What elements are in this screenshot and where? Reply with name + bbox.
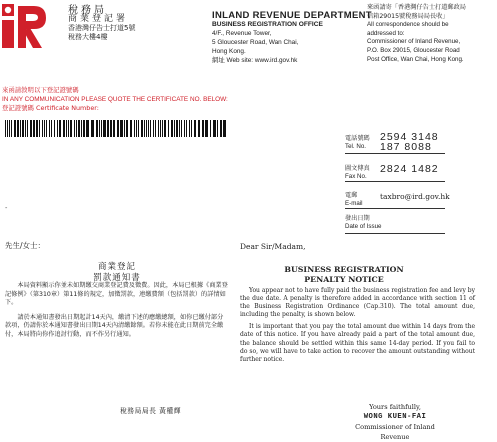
website-link[interactable]: 網址 Web site: www.ird.gov.hk (212, 57, 298, 64)
barcode-bar (120, 120, 123, 137)
barcode-bar (96, 120, 98, 137)
barcode-bar (179, 120, 180, 137)
barcode-bar (130, 120, 132, 137)
barcode-bar (220, 120, 222, 137)
barcode-bar (181, 120, 182, 137)
barcode-bar (59, 120, 61, 137)
barcode-bar (186, 120, 187, 137)
barcode-bar (136, 120, 137, 137)
barcode-bar (155, 120, 156, 137)
ird-logo-icon (2, 4, 50, 50)
quote-notice (2, 86, 228, 113)
barcode-bar (83, 120, 85, 137)
salutation-cn: 先生/女士： (5, 241, 46, 250)
barcode-bar (174, 120, 175, 137)
barcode-bar (124, 120, 125, 137)
correspondence-en-5: Post Office, Wan Chai, Hong Kong. (367, 55, 464, 63)
email-label-cn: 電郵 (345, 192, 358, 199)
barcode-bar (70, 120, 72, 137)
tel-label-cn: 電話號碼 (345, 135, 370, 142)
fax-value (380, 163, 439, 175)
fax-number: 2824 1482 (380, 163, 439, 175)
address-line-cn-2: 稅務大樓4樓 (68, 33, 108, 41)
barcode-bar (117, 120, 119, 137)
barcode-bar (134, 120, 135, 137)
barcode-bar (46, 120, 47, 137)
address-line-3: Hong Kong. (212, 48, 246, 55)
fold-mark: - (5, 204, 8, 212)
closing: Yours faithfully, (369, 403, 421, 411)
barcode-bar (27, 120, 28, 137)
header-english (212, 11, 372, 65)
correspondence-block (367, 4, 497, 64)
body-en-paragraph-2: It is important that you pay the total amount due within 14 days from the date of this notice. If you have already paid a part of the total amount due, the balance should be settled within this same 14-day period. If you fail to do so, we will have to take action to recover the amount outstanding without further notice. (240, 323, 475, 363)
notice-body-en (240, 287, 475, 368)
barcode-bar (189, 120, 190, 137)
barcode-bar (91, 120, 94, 137)
notice-body-cn (5, 282, 229, 346)
barcode-bar (54, 120, 55, 137)
barcode-bar (198, 120, 200, 137)
barcode-bar (30, 120, 32, 137)
barcode-bar (141, 120, 143, 137)
barcode-bar (103, 120, 106, 137)
correspondence-en-4: P.O. Box 29015, Gloucester Road (367, 46, 460, 54)
barcode-bar (68, 120, 69, 137)
department-title-cn: 稅務局 (68, 5, 107, 16)
office-title: BUSINESS REGISTRATION OFFICE (212, 21, 323, 28)
email-label (345, 192, 363, 207)
address-line-1: 4/F., Revenue Tower, (212, 30, 272, 37)
date-divider (345, 233, 445, 234)
notice-title-cn-2: 罰款通知書 (93, 273, 141, 283)
department-title: INLAND REVENUE DEPARTMENT (212, 10, 372, 21)
barcode-bar (86, 120, 89, 137)
barcode-bar (160, 120, 161, 137)
body-cn-paragraph-2: 請於本通知書發出日期起計14天內，繳清下述的應繳總額，如你已繳付部分款項，仍請你於本通知書發出日期14天內清繳餘額。若你未能在此日期前完全繳付，本局將向你作追討行動，而不作另行通知。 (5, 313, 224, 338)
correspondence-cn-2: 信箱29015號稅務局局長收」 (367, 12, 449, 20)
barcode-bar (20, 120, 21, 137)
barcode-bar (162, 120, 163, 137)
barcode-bar (113, 120, 115, 137)
barcode (5, 120, 226, 137)
barcode-bar (99, 120, 100, 137)
barcode-bar (7, 120, 8, 137)
barcode-bar (171, 120, 173, 137)
barcode-bar (217, 120, 218, 137)
correspondence-en-3: Commissioner of Inland Revenue, (367, 38, 461, 46)
barcode-bar (63, 120, 65, 137)
header-chinese (68, 6, 135, 42)
date-label-en: Date of Issue (345, 222, 382, 230)
barcode-bar (144, 120, 145, 137)
tel-label (345, 135, 370, 150)
body-en-paragraph-1: You appear not to have fully paid the business registration fee and levy by the due date. A penalty is therefore added in accordance with section 11 of the Business Registration Ordinance (Cap.310). The total amount due, including the penalty, is shown below. (240, 287, 475, 319)
date-label-cn: 發出日期 (345, 215, 370, 222)
fax-label (345, 165, 370, 180)
barcode-bar (146, 120, 147, 137)
barcode-bar (202, 120, 204, 137)
barcode-bar (14, 120, 16, 137)
barcode-bar (153, 120, 154, 137)
barcode-bar (164, 120, 166, 137)
certificate-number-label: 登記證號碼 Certificate Number: (2, 104, 99, 112)
tel-number-1: 2594 3148 (380, 131, 439, 143)
email-divider (345, 208, 445, 209)
tel-values (380, 132, 439, 152)
address-line-2: 5 Gloucester Road, Wan Chai, (212, 39, 299, 46)
correspondence-en-2: addressed to: (367, 29, 405, 37)
barcode-bar (22, 120, 24, 137)
notice-title-cn-1: 商業登記 (97, 262, 136, 272)
body-cn-paragraph-1: 本局資料顯示你並未如期繳交商業登記費及徵費。因此，本局已根據《商業登記條例》（第310章）第11條的規定，加徵罰款，連繳費額（包括罰款）的詳情如下。 (5, 282, 228, 307)
correspondence-cn-1: 來函請寄「香港灣仔告士打道郵政局 (367, 4, 466, 11)
notice-title-en-1: BUSINESS REGISTRATION (284, 265, 404, 274)
barcode-bar (213, 120, 216, 137)
barcode-bar (150, 120, 151, 137)
signature-en (340, 402, 450, 442)
fax-label-cn: 圖文傳真 (345, 165, 370, 172)
barcode-bar (11, 120, 12, 137)
barcode-bar (78, 120, 80, 137)
barcode-bar (49, 120, 50, 137)
barcode-bar (205, 120, 208, 137)
barcode-bar (210, 120, 211, 137)
notice-title-cn (92, 262, 142, 284)
barcode-bar (101, 120, 102, 137)
fax-divider (345, 181, 445, 182)
barcode-bar (66, 120, 67, 137)
tel-label-en: Tel. No. (345, 142, 366, 150)
office-title-cn: 商業登記署 (68, 14, 129, 24)
barcode-bar (44, 120, 45, 137)
address-line-cn-1: 香港灣仔告士打道5號 (68, 24, 136, 32)
signatory-role: Commissioner of Inland Revenue (355, 423, 435, 441)
quote-notice-cn: 來函請敘明以下登記證號碼 (2, 86, 79, 94)
barcode-bar (223, 120, 226, 137)
tel-divider (345, 153, 445, 154)
barcode-bar (17, 120, 19, 137)
email-label-en: E-mail (345, 199, 363, 207)
signature-cn: 稅務局局長 黃權輝 (120, 407, 182, 415)
barcode-bar (42, 120, 43, 137)
barcode-bar (76, 120, 77, 137)
barcode-bar (168, 120, 169, 137)
barcode-bar (74, 120, 75, 137)
barcode-bar (126, 120, 128, 137)
barcode-bar (107, 120, 109, 137)
barcode-bar (191, 120, 192, 137)
barcode-bar (57, 120, 58, 137)
tel-number-2: 187 8088 (380, 141, 432, 153)
notice-title-en (270, 265, 418, 285)
email-address[interactable]: taxbro@ird.gov.hk (380, 192, 450, 201)
barcode-bar (176, 120, 178, 137)
barcode-bar (138, 120, 139, 137)
fax-label-en: Fax No. (345, 172, 367, 180)
notice-title-en-2: PENALTY NOTICE (304, 275, 384, 284)
barcode-bar (51, 120, 52, 137)
signatory-name: WONG KUEN-FAI (363, 413, 427, 421)
date-label (345, 215, 381, 230)
salutation-en: Dear Sir/Madam, (240, 242, 306, 251)
barcode-bar (5, 120, 6, 137)
barcode-bar (158, 120, 159, 137)
barcode-bar (36, 120, 38, 137)
correspondence-en-1: All correspondence should be (367, 21, 449, 29)
barcode-bar (110, 120, 112, 137)
barcode-bar (194, 120, 196, 137)
barcode-bar (25, 120, 26, 137)
barcode-bar (148, 120, 149, 137)
barcode-bar (9, 120, 10, 137)
barcode-bar (39, 120, 40, 137)
barcode-bar (81, 120, 82, 137)
barcode-bar (33, 120, 35, 137)
quote-notice-en: IN ANY COMMUNICATION PLEASE QUOTE THE CERTIFICATE NO. BELOW: (2, 96, 228, 103)
barcode-bar (184, 120, 185, 137)
